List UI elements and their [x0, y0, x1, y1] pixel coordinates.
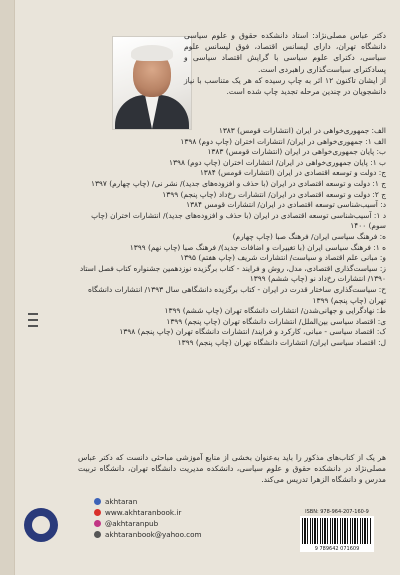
globe-icon — [94, 509, 101, 516]
work-item: ج: دولت و توسعه اقتصادی در ایران (انتشارات قومس) ۱۳۸۴ — [199, 168, 386, 178]
work-item: ب ۱: پایان جمهوری‌خواهی در ایران/ انتشارات اختران (چاپ دوم) ۱۳۹۸ — [169, 157, 386, 167]
website-url: www.akhtaranbook.ir — [105, 508, 182, 517]
work-item: ل: اقتصاد سیاسی ایران/ انتشارات دانشگاه تهران (چاپ پنجم) ۱۳۹۹ — [177, 337, 386, 347]
instagram-handle: @akhtaranpub — [105, 519, 159, 528]
contact-instagram[interactable] — [94, 518, 201, 529]
work-item: ه ۱: فرهنگ سیاسی ایران (با تغییرات و اضافات جدید)/ فرهنگ صبا (چاپ نهم) ۱۳۹۹ — [129, 242, 386, 252]
contact-list — [94, 496, 201, 540]
email-icon — [94, 531, 101, 538]
spine-strip — [0, 0, 15, 575]
barcode-number: 9 789642 071609 — [300, 546, 374, 552]
work-item: و: مبانی علم اقتصاد و سیاست/ انتشارات شریف (چاپ هفتم) ۱۳۹۵ — [180, 253, 386, 263]
author-bio-intro: دکتر عباس مصلی‌نژاد: استاد دانشکده حقوق و علوم سیاسی دانشگاه تهران، دارای لیسانس اقتصاد، فوق لیسانس علوم سیاسی، دکترای علوم سیاسی با گرایش اقتصاد سیاسی و پسادکترای سیاست‌گذاری راهبردی است. — [184, 31, 386, 74]
work-item: د ۱: آسیب‌شناسی توسعه اقتصادی در ایران (با حذف و افزوده‌های جدید)/ انتشارات اختران (چاپ سوم) ۱۴۰۰ — [91, 210, 386, 231]
telegram-icon — [94, 498, 101, 505]
instagram-icon — [94, 520, 101, 527]
work-item: ج ۱: دولت و توسعه اقتصادی در ایران (با حذف و افزوده‌های جدید)/ نشر نی/ (چاپ چهارم) ۱۳۹۷ — [90, 178, 386, 188]
work-item: الف ۱: جمهوری‌خواهی در ایران/ انتشارات اختران (چاپ دوم) ۱۳۹۸ — [180, 136, 386, 146]
contact-telegram[interactable] — [94, 496, 201, 507]
email-address: akhtaranbook@yahoo.com — [105, 530, 202, 539]
work-item: ج ۲: دولت و توسعه اقتصادی در ایران/ انتشارات رخ‌داد (چاپ پنجم) ۱۳۹۹ — [162, 189, 386, 199]
work-item: ی: اقتصاد سیاسی بین‌الملل/ انتشارات دانشگاه تهران (چاپ پنجم) ۱۳۹۹ — [166, 316, 386, 326]
works-list — [78, 126, 386, 348]
work-item: ط: نهادگرایی و جهانی‌شدن/ انتشارات دانشگاه تهران (چاپ ششم) ۱۳۹۹ — [164, 306, 386, 316]
publisher-logo-icon — [24, 508, 58, 542]
closing-paragraph: هر یک از کتاب‌های مذکور را باید به‌عنوان بخشی از منابع آموزشی مباحثی دانست که دکتر عباس مصلی‌نژاد در دانشکده حقوق و علوم سیاسی، دانشکده مدیریت دانشگاه تهران، دانشگاه تربیت مدرس و دانشگاه الزهرا تدریس می‌کند. — [78, 453, 386, 484]
isbn-block — [300, 509, 374, 552]
contact-email[interactable] — [94, 529, 201, 540]
author-bio — [184, 30, 386, 97]
isbn-label: ISBN: 978-964-207-160-9 — [305, 509, 369, 515]
spine-publisher-mark-icon — [22, 300, 44, 340]
work-item: ک: اقتصاد سیاسی - مبانی، کارکرد و فرایند/ انتشارات دانشگاه تهران (چاپ پنجم) ۱۳۹۸ — [119, 327, 386, 337]
author-photo — [112, 36, 192, 130]
work-item: د: آسیب‌شناسی توسعه اقتصادی در ایران/ انتشارات قومس ۱۳۸۴ — [186, 200, 386, 210]
telegram-handle: akhtaran — [105, 497, 138, 506]
work-item: ب: پایان جمهوری‌خواهی در ایران (انتشارات قومس) ۱۳۸۳ — [207, 147, 386, 157]
work-item: ه: فرهنگ سیاسی ایران/ فرهنگ صبا (چاپ چهارم) — [232, 231, 386, 241]
work-item: ز: سیاست‌گذاری اقتصادی، مدل، روش و فرایند - کتاب برگزیده نوزدهمین جشنواره کتاب فصل استاد ۱۳۹۰/ انتشارات رخ‌داد نو (چاپ ششم) ۱۳۹۹ — [79, 263, 386, 284]
contact-website[interactable] — [94, 507, 201, 518]
barcode — [300, 516, 374, 546]
author-books-count-note: از ایشان تاکنون ۱۲ اثر به چاپ رسیده که هر یک متناسب با نیاز دانشجویان در چندین مرحله تجدید چاپ شده است. — [184, 75, 386, 97]
work-item: ح: سیاست‌گذاری ساختار قدرت در ایران - کتاب برگزیده دانشگاهی سال ۱۳۹۳/ انتشارات دانشگاه تهران (چاپ پنجم) ۱۳۹۹ — [88, 284, 386, 305]
work-item: الف: جمهوری‌خواهی در ایران (انتشارات قومس) ۱۳۸۳ — [218, 126, 386, 135]
